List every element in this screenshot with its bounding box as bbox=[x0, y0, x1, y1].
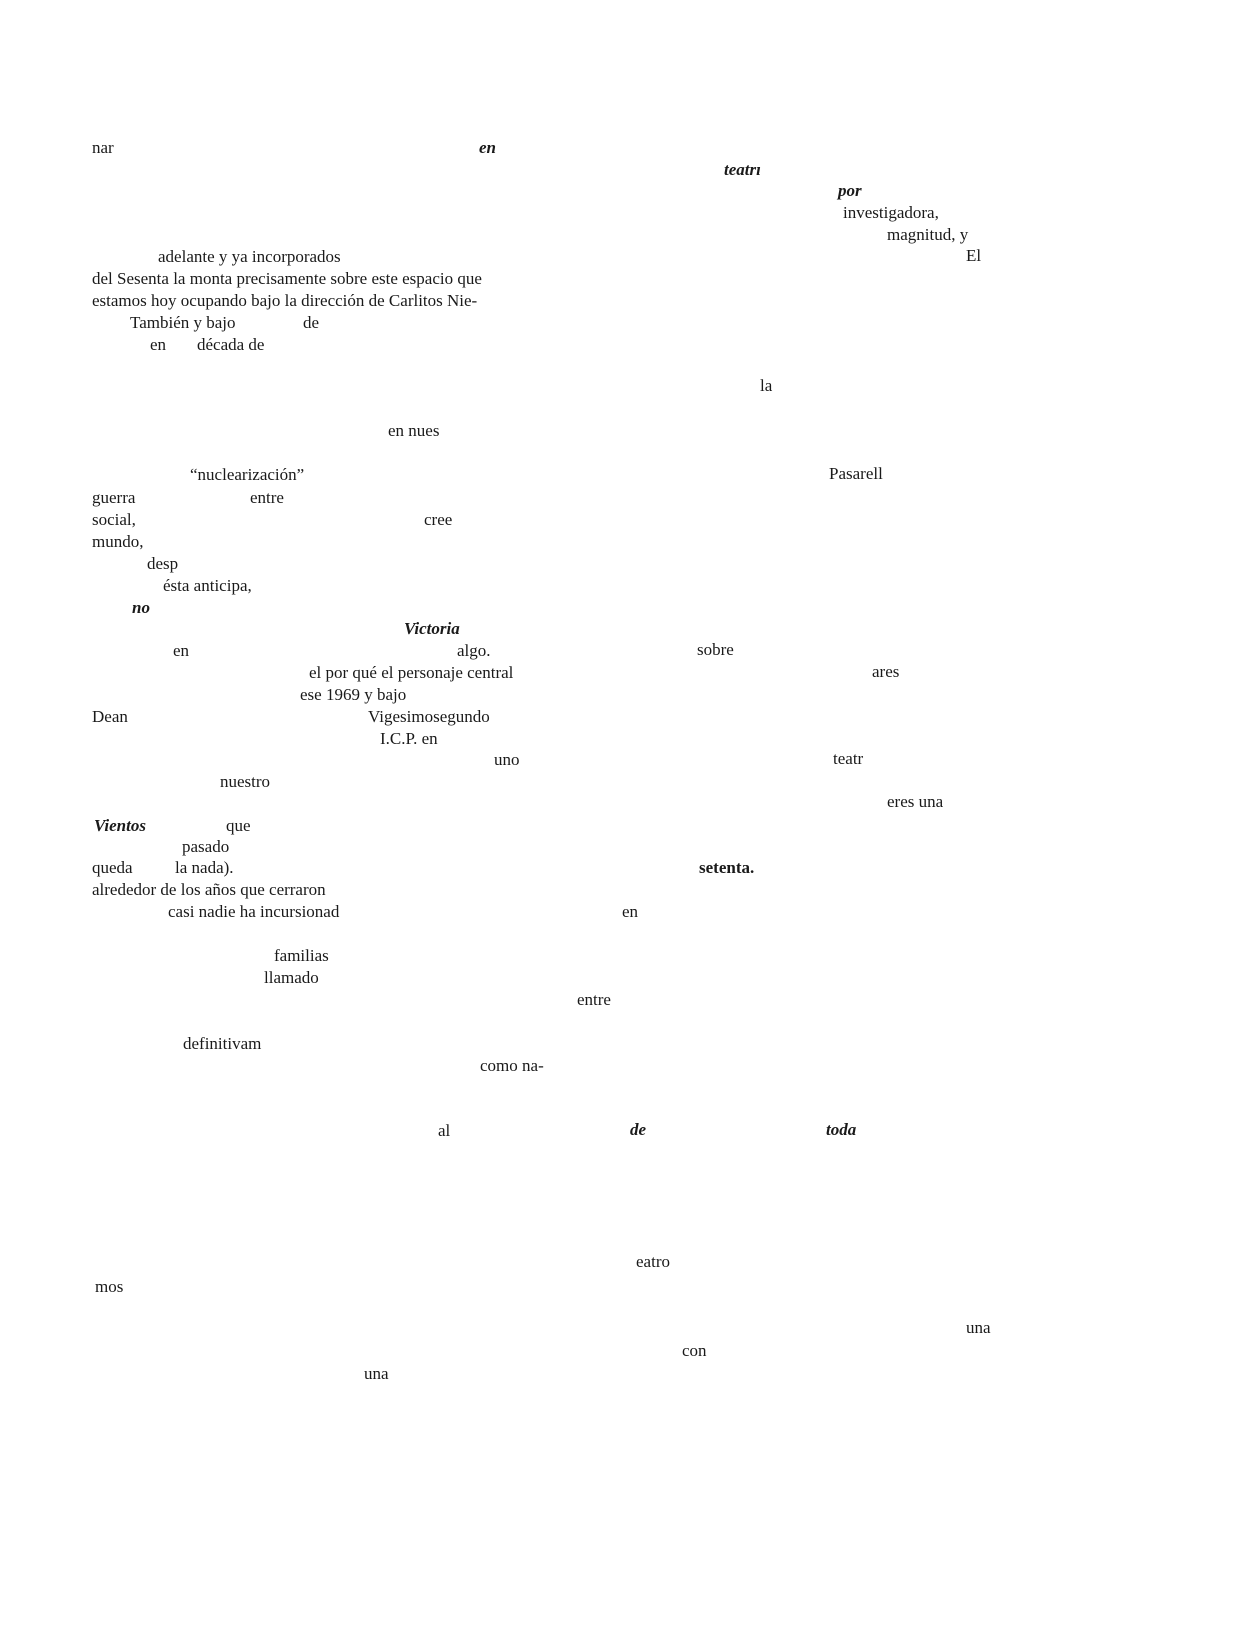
text-fragment: ares bbox=[872, 662, 900, 681]
text-fragment: de bbox=[303, 313, 320, 332]
text-fragment: teatr bbox=[833, 749, 864, 768]
text-fragment: Pasarell bbox=[829, 464, 883, 483]
text-fragment: nar bbox=[92, 138, 114, 157]
text-fragment: ese 1969 y bajo bbox=[300, 685, 407, 704]
text-fragment: alrededor de los años que cerraron bbox=[92, 880, 326, 899]
text-fragment: mundo, bbox=[92, 532, 144, 551]
text-fragment: mos bbox=[95, 1277, 124, 1296]
text-fragment: investigadora, bbox=[843, 203, 939, 222]
text-fragment: la bbox=[760, 376, 773, 395]
text-fragment: por bbox=[838, 181, 862, 200]
text-fragment: social, bbox=[92, 510, 136, 529]
text-fragment: También y bajo bbox=[130, 313, 236, 332]
text-fragment: Vientos bbox=[94, 816, 146, 835]
text-fragment: magnitud, y bbox=[887, 225, 969, 244]
text-fragment: en bbox=[622, 902, 639, 921]
text-fragment: uno bbox=[494, 750, 520, 769]
text-fragment: Dean bbox=[92, 707, 128, 726]
text-fragment: algo. bbox=[457, 641, 491, 660]
text-fragment: desp bbox=[147, 554, 179, 573]
text-fragment: casi nadie ha incursionad bbox=[168, 902, 340, 921]
text-fragment: el por qué el personaje central bbox=[309, 663, 514, 682]
text-fragment: como na- bbox=[480, 1056, 544, 1075]
text-fragment: “nuclearización” bbox=[190, 465, 305, 484]
text-fragment: definitivam bbox=[183, 1034, 262, 1053]
text-fragment: setenta. bbox=[699, 858, 755, 877]
text-fragment: eres una bbox=[887, 792, 944, 811]
text-fragment: teatrı bbox=[724, 160, 761, 179]
text-fragment: la nada). bbox=[175, 858, 234, 877]
text-fragment: I.C.P. en bbox=[380, 729, 438, 748]
text-fragment: del Sesenta la monta precisamente sobre este espacio que bbox=[92, 269, 482, 288]
text-fragment: que bbox=[226, 816, 251, 835]
text-fragment: en bbox=[173, 641, 190, 660]
text-fragment: adelante y ya incorporados bbox=[158, 247, 341, 266]
text-fragment: en bbox=[479, 138, 496, 157]
text-fragment: eatro bbox=[636, 1252, 670, 1271]
text-fragment: toda bbox=[826, 1120, 857, 1139]
text-fragment: estamos hoy ocupando bajo la dirección de Carlitos Nie- bbox=[92, 291, 478, 310]
text-fragment: nuestro bbox=[220, 772, 271, 791]
text-fragment: familias bbox=[274, 946, 329, 965]
text-fragment: llamado bbox=[264, 968, 319, 987]
text-fragment: entre bbox=[250, 488, 284, 507]
text-fragment: una bbox=[966, 1318, 991, 1337]
text-fragment: Victoria bbox=[404, 619, 460, 638]
text-fragment: en bbox=[150, 335, 167, 354]
text-fragment: de bbox=[630, 1120, 647, 1139]
text-fragment: guerra bbox=[92, 488, 136, 507]
text-fragment: al bbox=[438, 1121, 451, 1140]
text-fragment: entre bbox=[577, 990, 611, 1009]
text-fragment: queda bbox=[92, 858, 133, 877]
text-fragment: con bbox=[682, 1341, 707, 1360]
text-fragment: cree bbox=[424, 510, 453, 529]
text-fragment: pasado bbox=[182, 837, 230, 856]
text-fragment: Vigesimosegundo bbox=[368, 707, 490, 726]
text-fragment: en nues bbox=[388, 421, 440, 440]
text-fragment: una bbox=[364, 1364, 389, 1383]
text-fragment: ésta anticipa, bbox=[163, 576, 252, 595]
text-fragment: El bbox=[966, 246, 982, 265]
text-fragment: no bbox=[132, 598, 150, 617]
text-fragment: sobre bbox=[697, 640, 734, 659]
text-fragment: década de bbox=[197, 335, 265, 354]
